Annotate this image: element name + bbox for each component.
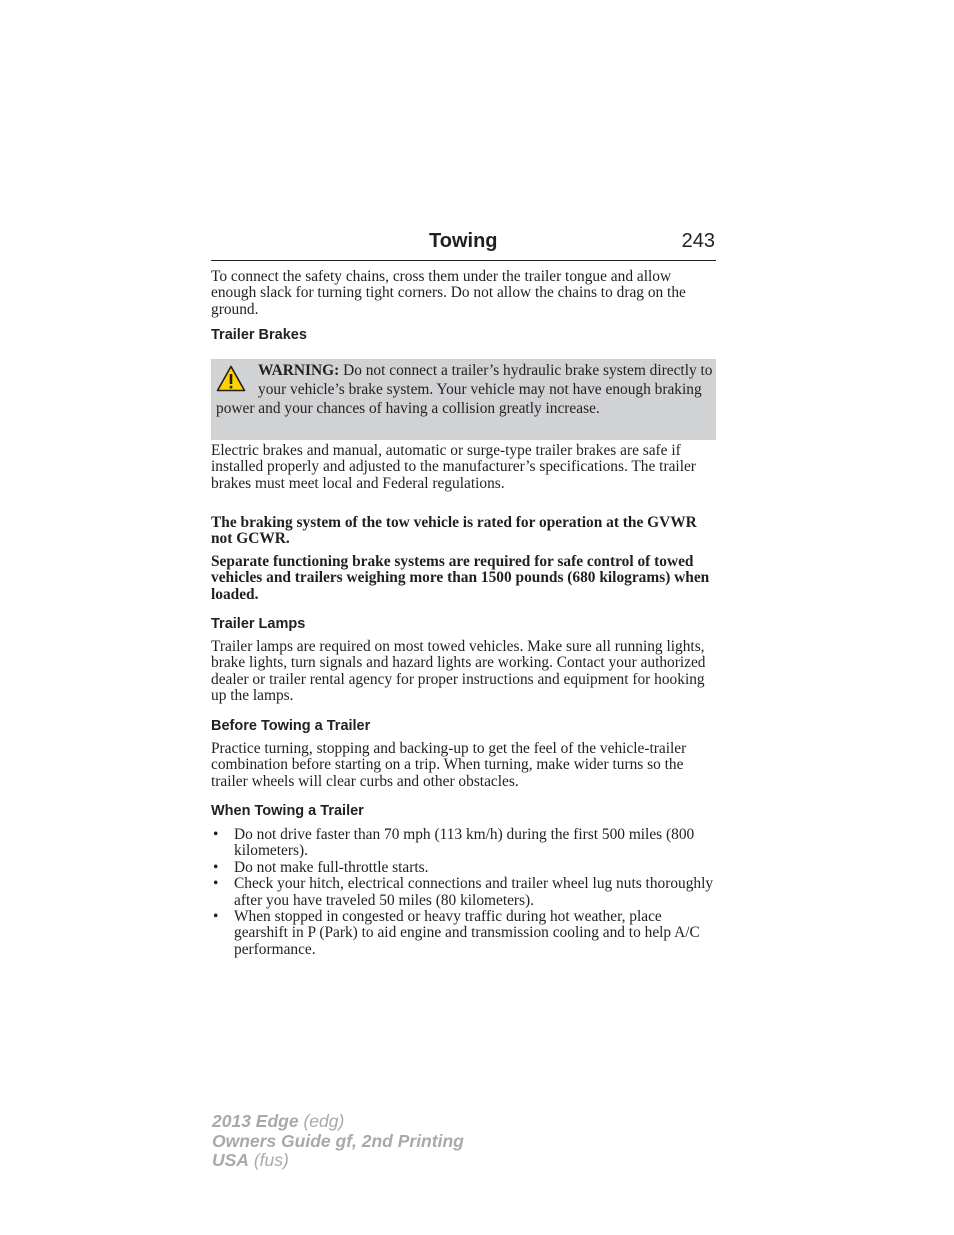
bullet-icon: • [213,826,219,843]
bullet-icon: • [213,875,219,893]
list-item: • Do not make full-throttle starts. [213,858,429,876]
before-towing-paragraph: Practice turning, stopping and backing-up to get the feel of the vehicle-trailer combination before starting on a trip. When turning, make wider turns so the trailer wheels will clear curbs and other obstacles. [211,740,687,790]
list-item: • When stopped in congested or heavy traffic during hot weather, place gearshift in P (Park) to aid engine and transmission cooling and to help A/C performance. [213,908,700,958]
warning-body: Do not connect a trailer’s hydraulic brake system directly to your vehicle’s brake system. Your vehicle may not have enough braking power and your chances of having a collision greatly increase. [216,362,713,417]
warning-label: WARNING: [258,362,340,379]
warning-text [216,361,714,418]
page-footer [212,1112,464,1171]
heading-before-towing: Before Towing a Trailer [211,718,371,734]
footer-line-3: USA (fus) [212,1150,289,1170]
section-title: Towing [429,230,498,252]
heading-trailer-lamps: Trailer Lamps [211,616,306,632]
brakes-bold-note-1: The braking system of the tow vehicle is rated for operation at the GVWR not GCWR. [211,514,697,548]
page-number: 243 [681,230,715,252]
footer-line-1: 2013 Edge (edg) [212,1111,345,1131]
page-header [211,226,716,261]
bullet-icon: • [213,908,219,926]
lamps-paragraph: Trailer lamps are required on most towed vehicles. Make sure all running lights, brake lights, turn signals and hazard lights are working. Contact your authorized dealer or trailer rental agency for proper instructions and equipment for hooking up the lamps. [211,638,706,705]
warning-box [211,359,716,440]
heading-trailer-brakes: Trailer Brakes [211,327,307,343]
brakes-paragraph: Electric brakes and manual, automatic or surge-type trailer brakes are safe if installed properly and adjusted to the manufacturer’s specifications. The trailer brakes must meet local and Federal regulations. [211,442,696,492]
list-item: • Check your hitch, electrical connections and trailer wheel lug nuts thoroughly after you have traveled 50 miles (80 kilometers). [213,875,714,909]
list-item: • Do not drive faster than 70 mph (113 km/h) during the first 500 miles (800 kilometers). [213,826,695,860]
when-towing-list [211,827,716,958]
intro-paragraph: To connect the safety chains, cross them under the trailer tongue and allow enough slack for turning tight corners. Do not allow the chains to drag on the ground. [211,268,686,318]
heading-when-towing: When Towing a Trailer [211,803,364,819]
bullet-icon: • [213,858,219,876]
brakes-bold-note-2: Separate functioning brake systems are required for safe control of towed vehicles and trailers weighing more than 1500 pounds (680 kilograms) when loaded. [211,553,710,603]
footer-line-2: Owners Guide gf, 2nd Printing [212,1130,464,1151]
